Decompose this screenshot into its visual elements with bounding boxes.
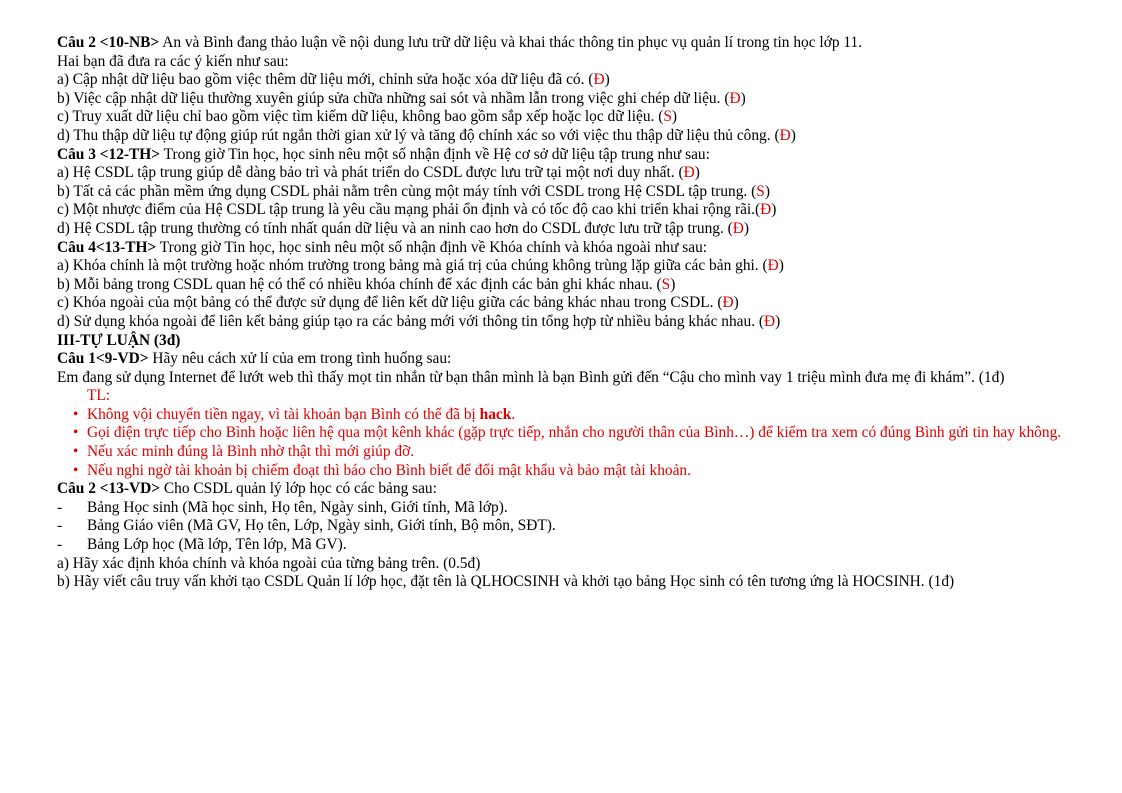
list-item: - Bảng Giáo viên (Mã GV, Họ tên, Lớp, Ngày sinh, Giới tính, Bộ môn, SĐT). — [57, 517, 556, 535]
answer-mark: Đ — [760, 201, 772, 219]
q2-intro-line-2: Hai bạn đã đưa ra các ý kiến như sau: — [57, 52, 289, 70]
q3-option-a: a) Hệ CSDL tập trung giúp dễ dàng bảo trì và phát triển do CSDL được lưu trữ tại một nơi duy nhất. (Đ) — [57, 164, 700, 182]
q3-option-d: d) Hệ CSDL tập trung thường có tính nhất quán dữ liệu và an ninh cao hơn do CSDL được lưu trữ tập trung. (Đ) — [57, 219, 750, 237]
tl1-scenario: Em đang sử dụng Internet để lướt web thì thấy mọt tin nhắn từ bạn thân mình là bạn Bình gửi đến “Cậu cho mình vay 1 triệu mình đưa mẹ đi khám”. (1đ) — [57, 368, 1005, 386]
list-item: - Bảng Lớp học (Mã lớp, Tên lớp, Mã GV). — [57, 536, 347, 554]
bullet-icon: • — [73, 443, 79, 461]
answer-mark: Đ — [722, 294, 734, 312]
answer-mark: Đ — [764, 312, 776, 330]
tl2-heading: Câu 2 <13-VD> — [57, 480, 161, 498]
q2-option-d: d) Thu thập dữ liệu tự động giúp rút ngắn thời gian xử lý và tăng độ chính xác so với việc thu thập dữ liệu thủ công. (Đ) — [57, 126, 796, 144]
q4-intro-line — [57, 239, 1069, 258]
list-item: - Bảng Học sinh (Mã học sinh, Họ tên, Ngày sinh, Giới tính, Mã lớp). — [57, 498, 508, 516]
q2-option-b: b) Việc cập nhật dữ liệu thường xuyên giúp sửa chữa những sai sót và nhầm lẫn trong việc ghi chép dữ liệu. (Đ) — [57, 89, 746, 107]
answer-mark: S — [756, 182, 765, 200]
q4-heading: Câu 4<13-TH> — [57, 238, 157, 256]
q4-intro: Trong giờ Tin học, học sinh nêu một số nhận định về Khóa chính và khóa ngoài như sau: — [156, 238, 708, 256]
tl2-part-a: a) Hãy xác định khóa chính và khóa ngoài của từng bảng trên. (0.5đ) — [57, 554, 481, 572]
tl2-intro: Cho CSDL quản lý lớp học có các bảng sau: — [160, 480, 437, 498]
dash-icon: - — [57, 517, 63, 535]
tl1-answer-list — [57, 406, 1069, 480]
list-item: • Không vội chuyển tiền ngay, vì tài khoản bạn Bình có thể đã bị hack. — [73, 405, 516, 423]
q3-intro-line — [57, 146, 1069, 165]
q4-option-c: c) Khóa ngoài của một bảng có thể được sử dụng để liên kết dữ liệu giữa các bảng khác nhau trong CSDL. (Đ) — [57, 294, 739, 312]
tl1-intro-line — [57, 350, 1069, 369]
q3-option-c: c) Một nhược điểm của Hệ CSDL tập trung là yêu cầu mạng phải ổn định và có tốc độ cao khi triển khai rộng rãi.(Đ) — [57, 201, 777, 219]
q2-heading: Câu 2 <10-NB> — [57, 34, 160, 51]
answer-mark: S — [661, 275, 671, 293]
list-item: • Nếu nghi ngờ tài khoản bị chiếm đoạt thì báo cho Bình biết để đổi mật khẩu và bảo mật tài khoản. — [73, 461, 691, 479]
answer-mark: Đ — [732, 219, 744, 237]
list-item: • Gọi điện trực tiếp cho Bình hoặc liên hệ qua một kênh khác (gặp trực tiếp, nhắn cho người thân của Bình…) để kiểm tra xem có đúng Bình gửi tin hay không. — [73, 424, 1062, 442]
dash-icon: - — [57, 536, 63, 554]
q2-intro: An và Bình đang thảo luận về nội dung lưu trữ dữ liệu và khai thác thông tin phục vụ quản lí trong tin học lớp 11. — [159, 34, 863, 51]
tl1-answer-label: TL: — [87, 387, 111, 405]
tl1-intro: Hãy nêu cách xử lí của em trong tình huống sau: — [148, 350, 452, 368]
tl2-intro-line — [57, 480, 1069, 499]
answer-mark: Đ — [593, 71, 605, 89]
document-page — [57, 34, 1069, 592]
q3-intro: Trong giờ Tin học, học sinh nêu một số nhận định về Hệ cơ sở dữ liệu tập trung như sau: — [160, 145, 710, 163]
answer-mark: Đ — [767, 257, 779, 275]
q4-option-a: a) Khóa chính là một trường hoặc nhóm trường trong bảng mà giá trị của chúng không trùng lặp giữa các bản ghi. (Đ) — [57, 257, 784, 275]
list-item: • Nếu xác minh đúng là Bình nhờ thật thì mới giúp đỡ. — [73, 443, 415, 461]
tl2-part-b: b) Hãy viết câu truy vấn khởi tạo CSDL Quản lí lớp học, đặt tên là QLHOCSINH và khởi tạo bảng Học sinh có tên tương ứng là HOCSINH. (1đ) — [57, 573, 955, 591]
tl2-table-list — [57, 499, 1069, 555]
answer-mark: Đ — [683, 164, 695, 182]
answer-mark: S — [663, 108, 672, 126]
q3-option-b: b) Tất cả các phần mềm ứng dụng CSDL phải nằm trên cùng một máy tính với CSDL trong Hệ CSDL tập trung. (S) — [57, 182, 770, 200]
tl1-heading: Câu 1<9-VD> — [57, 350, 149, 368]
q4-option-d: d) Sử dụng khóa ngoài để liên kết bảng giúp tạo ra các bảng mới với thông tin tổng hợp từ nhiều bảng khác nhau. (Đ) — [57, 312, 781, 330]
q4-option-b: b) Mỗi bảng trong CSDL quan hệ có thể có nhiều khóa chính để xác định các bản ghi khác nhau. (S) — [57, 275, 676, 293]
dash-icon: - — [57, 498, 63, 516]
bullet-icon: • — [73, 461, 79, 479]
answer-mark: Đ — [729, 89, 741, 107]
answer-mark: Đ — [779, 126, 791, 144]
q2-intro-line — [57, 34, 1069, 53]
q2-option-c: c) Truy xuất dữ liệu chỉ bao gồm việc tìm kiếm dữ liệu, không bao gồm sắp xếp hoặc lọc dữ liệu. (S) — [57, 108, 678, 126]
section-title: III-TỰ LUẬN (3đ) — [57, 331, 181, 349]
bullet-icon: • — [73, 405, 79, 423]
q2-option-a: a) Cập nhật dữ liệu bao gồm việc thêm dữ liệu mới, chỉnh sửa hoặc xóa dữ liệu đã có. (Đ) — [57, 71, 610, 89]
q3-heading: Câu 3 <12-TH> — [57, 145, 161, 163]
bullet-icon: • — [73, 424, 79, 442]
